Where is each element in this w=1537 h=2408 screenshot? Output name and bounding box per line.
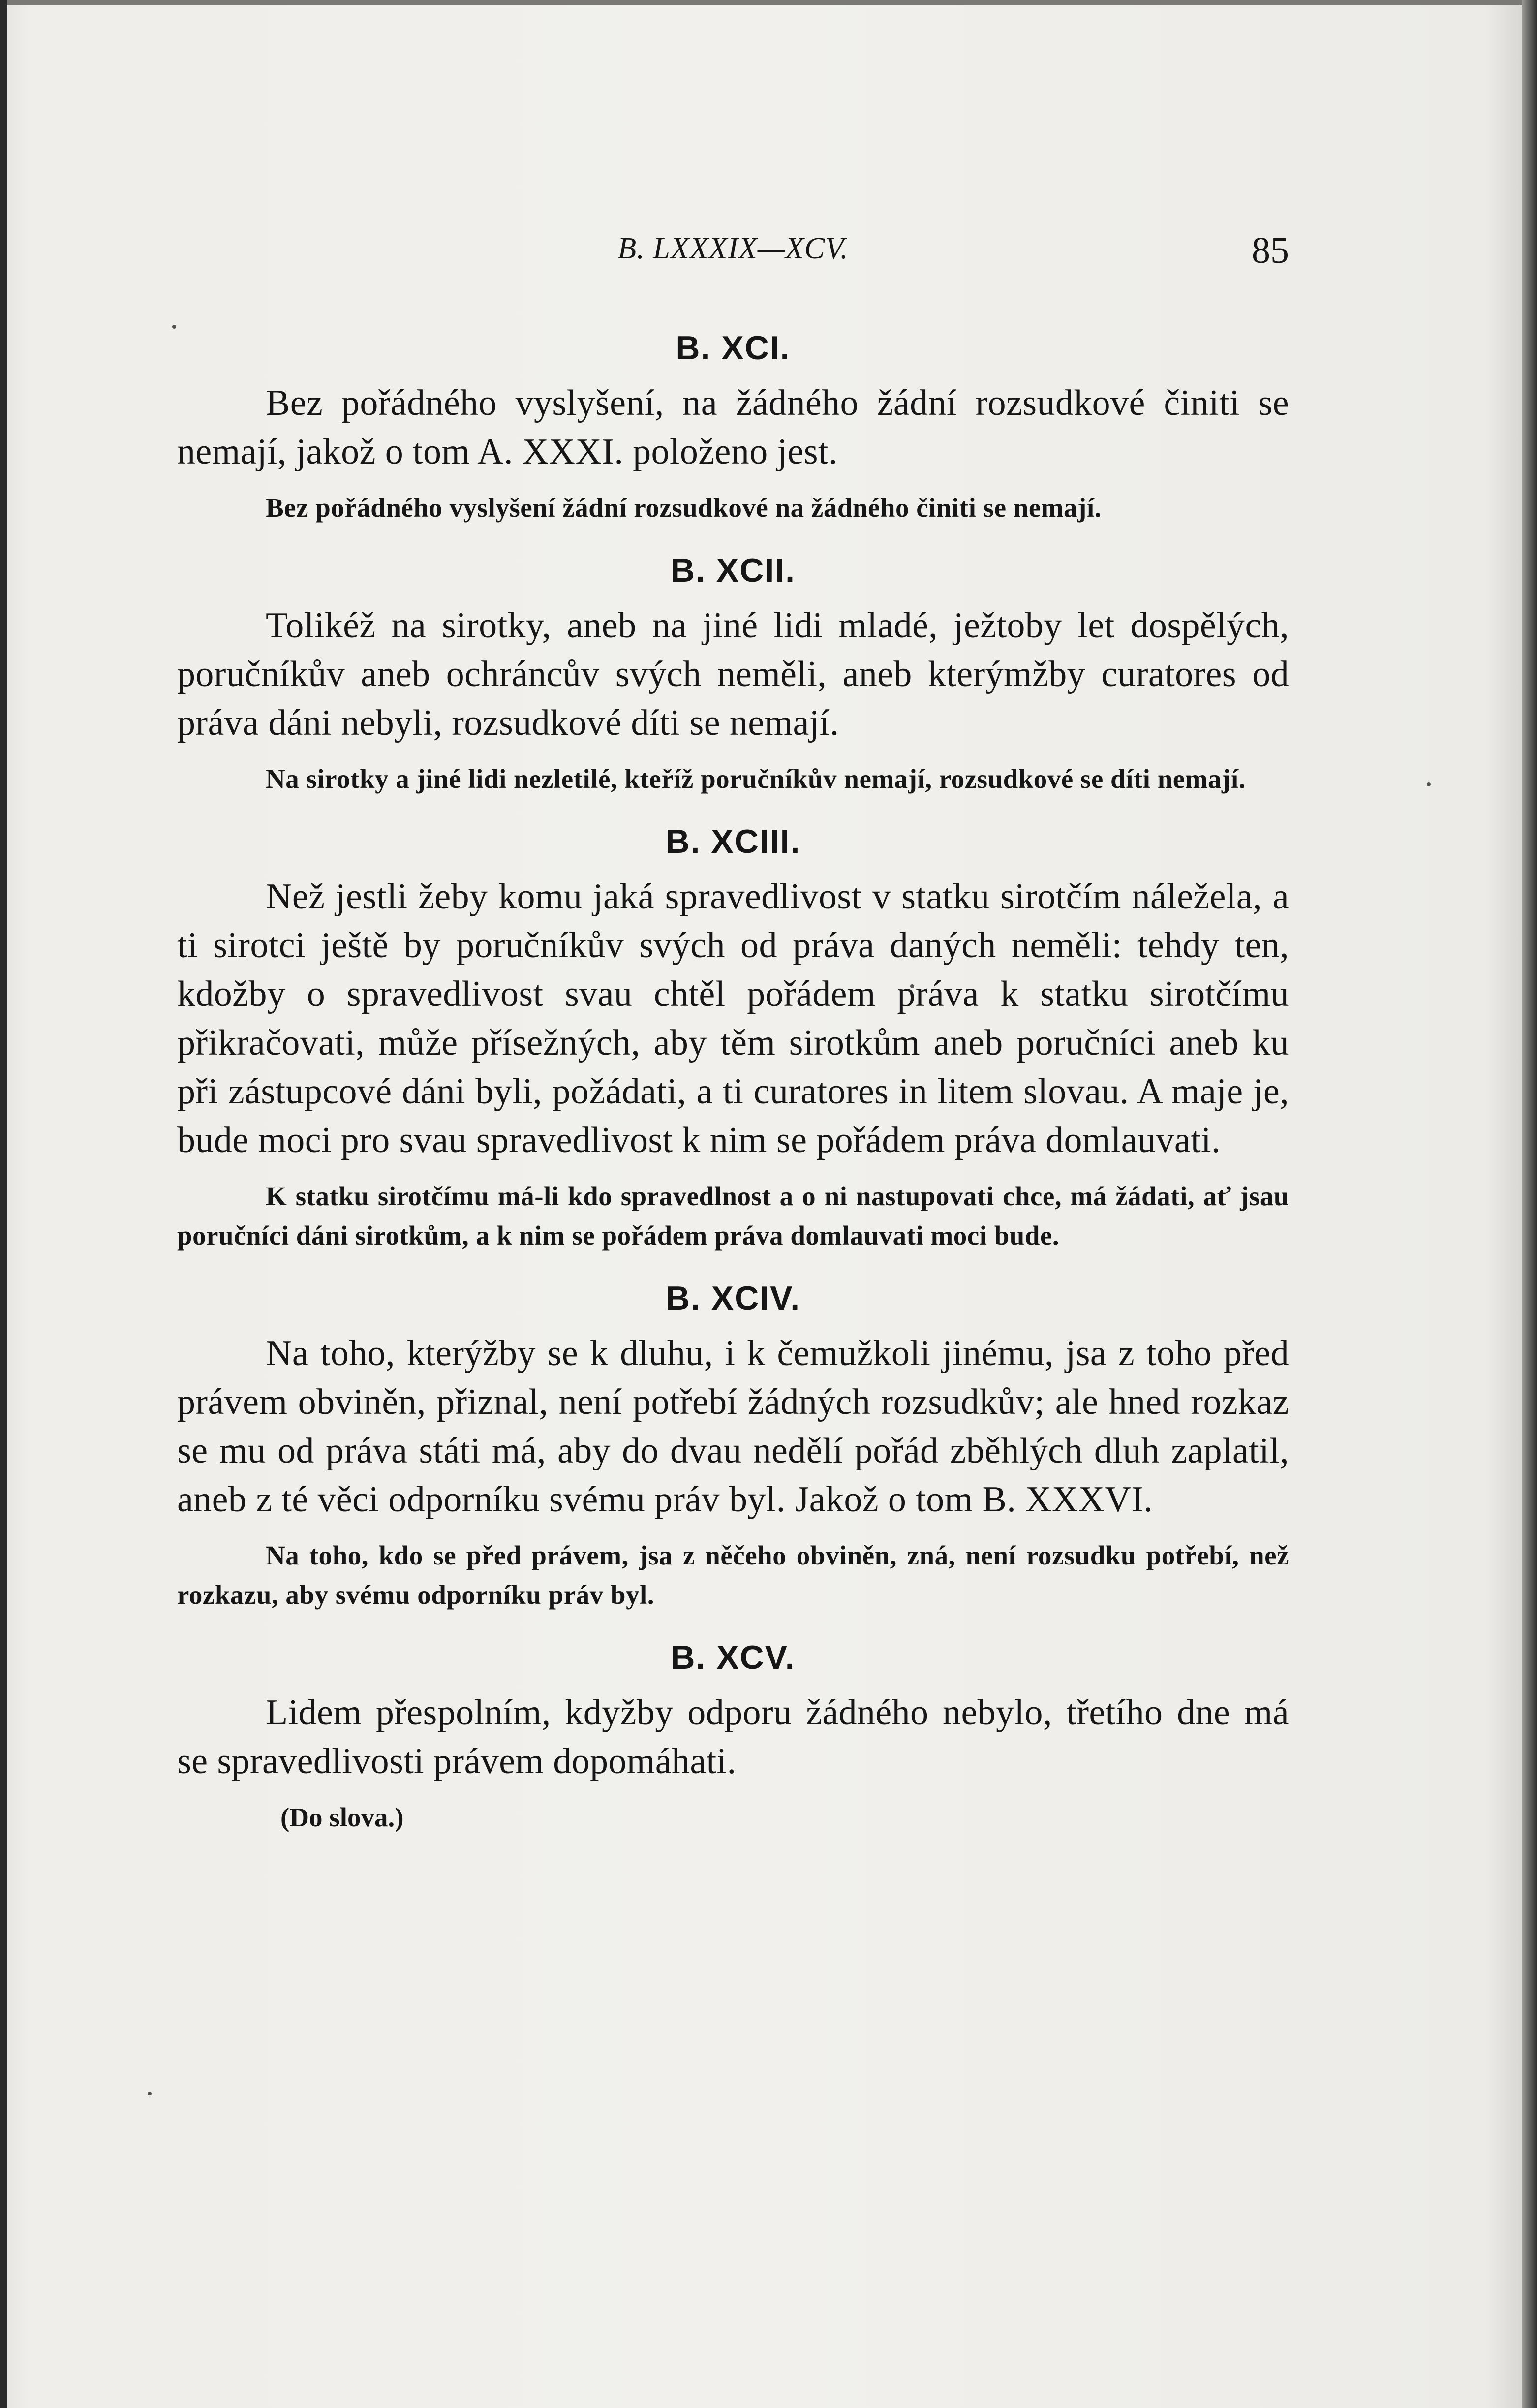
section-heading: B. XCV. — [671, 1639, 796, 1676]
section-heading: B. XCIII. — [665, 823, 801, 860]
section-xciv — [177, 1275, 1289, 1615]
section-summary: Na sirotky a jiné lidi nezletilé, kteříž poručníkův nemají, rozsudkové se díti nemají. — [266, 764, 1246, 794]
scan-edge-top — [0, 0, 1537, 5]
page-text — [177, 217, 1289, 1857]
section-summary: Na toho, kdo se před právem, jsa z něčeho obviněn, zná, není rozsudku potřebí, než rozkazu, aby svému odporníku práv byl. — [177, 1540, 1289, 1610]
section-heading: B. XCII. — [670, 552, 796, 589]
section-body: Tolikéž na sirotky, aneb na jiné lidi mladé, ježtoby let dospělých, poručníkův aneb ochráncův svých neměli, aneb kterýmžby curatores od práva dáni nebyli, rozsudkové díti se nemají. — [177, 605, 1289, 743]
section-note: (Do slova.) — [280, 1802, 404, 1832]
scan-edge-left — [0, 0, 7, 2408]
section-body: Lidem přespolním, kdyžby odporu žádného nebylo, třetího dne má se spravedlivosti právem dopomáhati. — [177, 1692, 1289, 1782]
running-head — [177, 217, 1289, 271]
speck — [148, 2092, 152, 2095]
section-xcv — [177, 1634, 1289, 1837]
section-xci — [177, 325, 1289, 528]
scan-edge-right — [1522, 0, 1537, 2408]
speck — [172, 325, 176, 329]
section-xcii — [177, 547, 1289, 799]
section-heading: B. XCIV. — [665, 1280, 801, 1317]
section-summary: Bez pořádného vyslyšení žádní rozsudkové na žádného činiti se nemají. — [266, 493, 1102, 523]
section-summary: K statku sirotčímu má-li kdo spravedlnost a o ni nastupovati chce, má žádati, ať jsau poručníci dáni sirotkům, a k nim se pořádem práva domlauvati moci bude. — [177, 1181, 1289, 1251]
section-body: Bez pořádného vyslyšení, na žádného žádní rozsudkové činiti se nemají, jakož o tom A. XXXI. položeno jest. — [177, 383, 1289, 472]
section-heading: B. XCI. — [676, 329, 791, 367]
section-body: Než jestli žeby komu jaká spravedlivost v statku sirotčím náležela, a ti sirotci ještě by poručníkův svých od práva daných neměli: tehdy ten, kdožby o spravedlivost svau chtěl pořádem práva k statku sirotčímu přikračovati, může přísežných, aby těm sirotkům aneb poručníci aneb ku při zástupcové dáni byli, požádati, a ti curatores in litem slovau. A maje je, bude moci pro svau spravedlivost k nim se pořádem práva domlauvati. — [177, 876, 1289, 1160]
running-title: B. LXXXIX—XCV. — [617, 232, 849, 265]
section-body: Na toho, kterýžby se k dluhu, i k čemužkoli jinému, jsa z toho před právem obviněn, přiznal, není potřebí žádných rozsudkův; ale hned rozkaz se mu od práva státi má, aby do dvau nedělí pořád zběhlých dluh zaplatil, aneb z té věci odporníku svému práv byl. Jakož o tom B. XXXVI. — [177, 1333, 1289, 1520]
page-number: 85 — [1252, 230, 1289, 271]
section-xciii — [177, 818, 1289, 1255]
speck — [1427, 782, 1431, 786]
